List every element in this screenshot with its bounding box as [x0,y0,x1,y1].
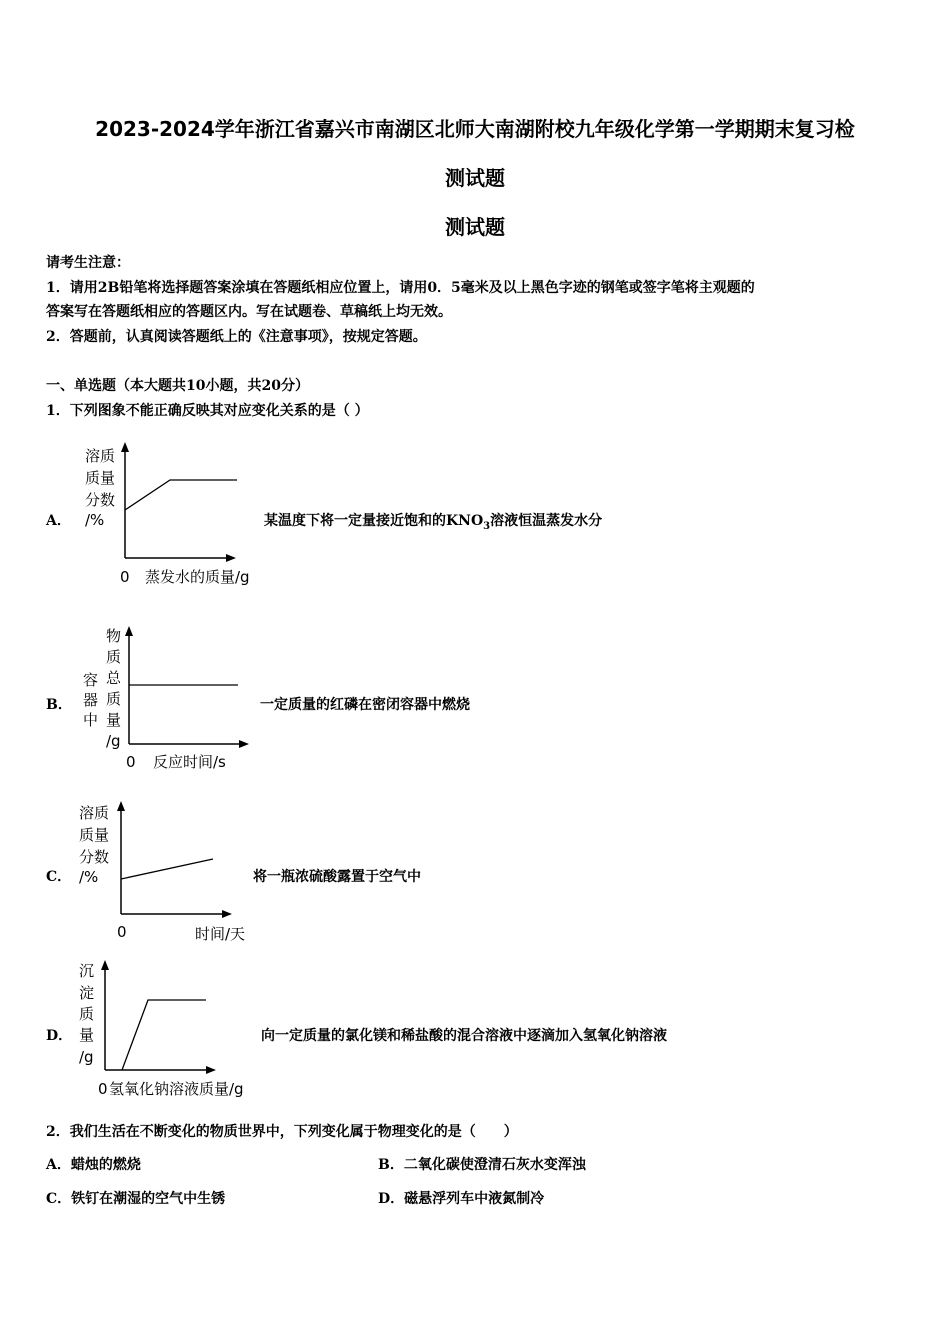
graph-d-y-arrow [101,960,109,970]
question-1-stem: 1．下列图象不能正确反映其对应变化关系的是（ ） [46,403,369,419]
graph-b-ylabel-unit: /g [106,732,121,750]
graph-d [74,956,274,1106]
graph-b-ylabel-left-2: 器 [83,691,99,709]
graph-d-ylabel-4: 量 [79,1026,95,1044]
option-d-letter: D． [46,1028,73,1044]
graph-b-ylabel-right-3: 总 [106,669,122,687]
graph-b-x-arrow [239,740,249,748]
graph-c-origin: 0 [117,923,127,941]
graph-c-x-arrow [222,910,232,918]
graph-c [76,797,276,947]
graph-a [80,440,280,590]
graph-d-x-arrow [206,1066,216,1074]
graph-b-ylabel-right-5: 量 [106,711,122,729]
graph-d-origin: 0 [98,1080,108,1098]
graph-b-ylabel-left-1: 容 [83,671,99,689]
graph-b-origin: 0 [126,753,136,771]
section-heading: 一、单选题（本大题共10小题，共20分） [46,378,309,394]
graph-b-ylabel-right-1: 物 [106,627,122,645]
question-2-stem: 2．我们生活在不断变化的物质世界中，下列变化属于物理变化的是（ ） [46,1124,518,1140]
notice-heading: 请考生注意： [46,255,130,271]
page-title: 2023-2024学年浙江省嘉兴市南湖区北师大南湖附校九年级化学第一学期期末复习检 [95,117,855,141]
graph-c-xlabel: 时间/天 [195,925,246,943]
graph-d-ylabel-3: 质 [79,1005,95,1023]
q2-option-a: A．蜡烛的燃烧 [46,1157,141,1173]
graph-c-curve [121,859,213,879]
graph-c-ylabel-1: 溶质 [79,804,110,822]
option-b-description: 一定质量的红磷在密闭容器中燃烧 [260,697,470,713]
graph-a-x-arrow [226,554,236,562]
option-a-desc-text: 某温度下将一定量接近饱和的 [264,513,446,529]
graph-d-xlabel: 氢氧化钠溶液质量/g [109,1080,244,1098]
graph-c-y-arrow [117,801,125,811]
option-a-formula: KNO [446,513,484,529]
graph-c-ylabel-4: /% [79,868,99,886]
graph-d-curve [122,1000,206,1070]
option-a-description [264,510,602,532]
option-a-desc-text-end: 溶液恒温蒸发水分 [490,513,603,529]
option-c-description: 将一瓶浓硫酸露置于空气中 [253,869,421,885]
option-a-letter: A． [46,513,71,529]
graph-c-ylabel-3: 分数 [79,848,110,866]
graph-a-ylabel-4: /% [85,511,105,529]
option-b-letter: B． [46,697,72,713]
graph-b-ylabel-left-3: 中 [83,711,99,729]
graph-a-curve [125,480,237,510]
page-subtitle: 测试题 [445,215,505,239]
q2-option-b: B．二氧化碳使澄清石灰水变浑浊 [378,1157,586,1173]
graph-d-ylabel-2: 淀 [79,984,95,1002]
page-title-continued: 测试题 [445,166,505,190]
graph-d-ylabel-5: /g [79,1048,94,1066]
graph-b-xlabel: 反应时间/s [153,753,226,771]
graph-b-y-arrow [125,626,133,636]
option-c-letter: C． [46,869,72,885]
graph-a-y-arrow [121,442,129,452]
graph-b-ylabel-right-2: 质 [106,648,122,666]
graph-d-ylabel-1: 沉 [79,962,95,980]
option-a-formula-subscript: 3 [483,520,491,532]
option-d-description: 向一定质量的氯化镁和稀盐酸的混合溶液中逐滴加入氢氧化钠溶液 [261,1028,667,1044]
q2-option-d: D．磁悬浮列车中液氮制冷 [378,1191,545,1207]
notice-item-1-continued: 答案写在答题纸相应的答题区内。写在试题卷、草稿纸上均无效。 [46,304,452,320]
q2-option-c: C．铁钉在潮湿的空气中生锈 [46,1191,226,1207]
notice-item-1: 1．请用2B铅笔将选择题答案涂填在答题纸相应位置上，请用0．5毫米及以上黑色字迹的钢笔或签字笔将主观题的 [46,280,755,296]
graph-c-ylabel-2: 质量 [79,826,110,844]
graph-a-ylabel-2: 质量 [85,469,116,487]
notice-item-2: 2．答题前，认真阅读答题纸上的《注意事项》，按规定答题。 [46,329,427,345]
graph-a-origin: 0 [120,568,130,586]
graph-a-ylabel-3: 分数 [85,491,116,509]
graph-a-xlabel: 蒸发水的质量/g [145,568,250,586]
graph-a-ylabel-1: 溶质 [85,447,116,465]
graph-b-ylabel-right-4: 质 [106,690,122,708]
graph-b [78,622,278,772]
